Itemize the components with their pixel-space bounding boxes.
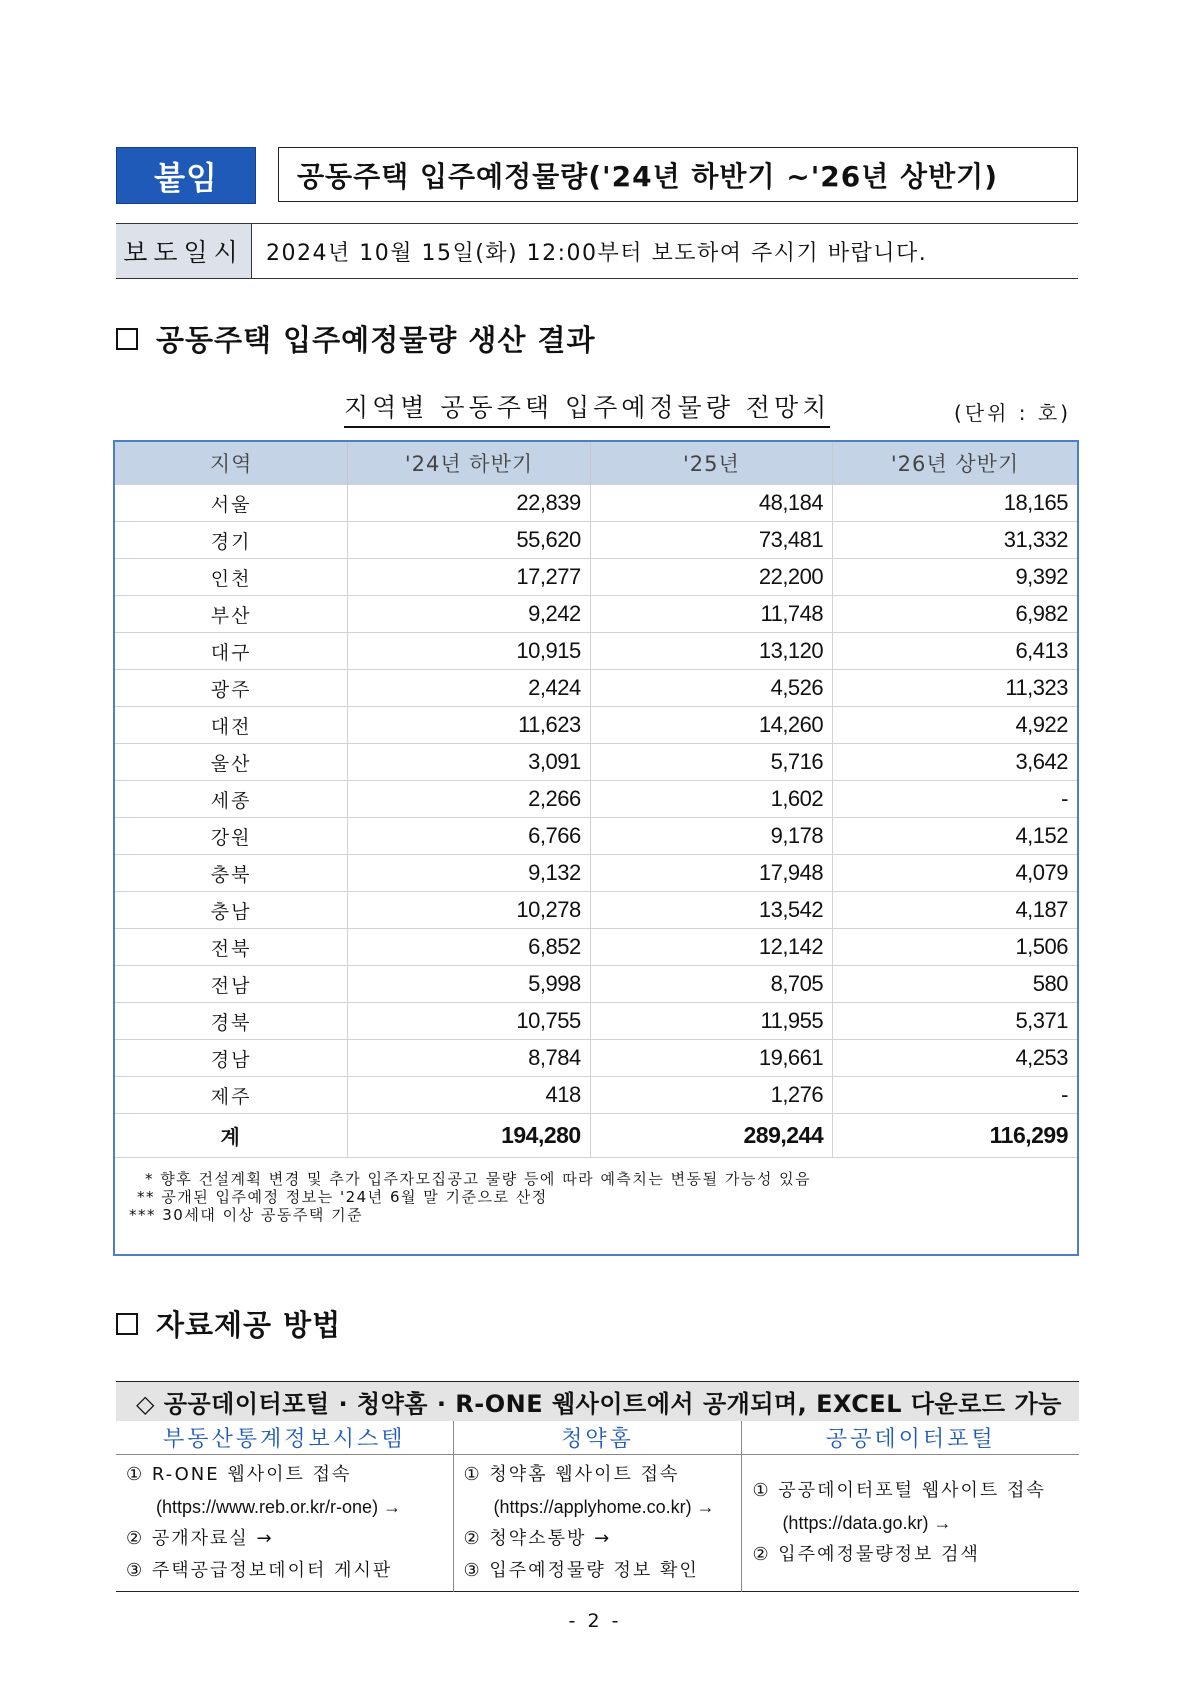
region-cell: 제주 (115, 1077, 348, 1114)
value-cell: 4,187 (833, 892, 1077, 929)
value-cell: 4,253 (833, 1040, 1077, 1077)
value-cell: 9,178 (590, 818, 832, 855)
value-cell: 48,184 (590, 485, 832, 522)
step-line: ② 입주예정물량정보 검색 (752, 1544, 980, 1565)
table-row (115, 818, 1077, 855)
release-info (116, 223, 1078, 279)
value-cell: 3,091 (348, 744, 590, 781)
step-line: ① R-ONE 웹사이트 접속 (126, 1464, 352, 1485)
value-cell: 18,165 (833, 485, 1077, 522)
value-cell: 6,852 (348, 929, 590, 966)
region-cell: 광주 (115, 670, 348, 707)
value-cell: 1,506 (833, 929, 1077, 966)
table-row (115, 892, 1077, 929)
regional-forecast-table (113, 440, 1079, 1256)
value-cell: 55,620 (348, 522, 590, 559)
url-link[interactable]: (https://applyhome.co.kr) → (493, 1497, 715, 1517)
document-title: 공동주택 입주예정물량('24년 하반기 ~'26년 상반기) (278, 147, 1078, 202)
table-row (115, 966, 1077, 1003)
value-cell: - (833, 781, 1077, 818)
total-label: 계 (115, 1114, 348, 1157)
value-cell: 3,642 (833, 744, 1077, 781)
value-cell: 8,784 (348, 1040, 590, 1077)
section-heading-text: 공동주택 입주예정물량 생산 결과 (156, 323, 596, 357)
region-cell: 서울 (115, 485, 348, 522)
value-cell: 11,323 (833, 670, 1077, 707)
header-h1-2026: '26년 상반기 (833, 442, 1077, 485)
table-row (115, 1040, 1077, 1077)
step-line: ① 청약홈 웹사이트 접속 (463, 1464, 680, 1485)
region-cell: 전남 (115, 966, 348, 1003)
region-cell: 대전 (115, 707, 348, 744)
table-title: 지역별 공동주택 입주예정물량 전망치 (344, 392, 830, 428)
value-cell: 4,526 (590, 670, 832, 707)
region-cell: 경남 (115, 1040, 348, 1077)
release-label: 보도일시 (116, 224, 252, 278)
value-cell: 13,120 (590, 633, 832, 670)
value-cell: 11,748 (590, 596, 832, 633)
value-cell: 4,079 (833, 855, 1077, 892)
header-region: 지역 (115, 442, 348, 485)
value-cell: 31,332 (833, 522, 1077, 559)
step-line: ① 공공데이터포털 웹사이트 접속 (752, 1480, 1046, 1501)
table-unit: (단위 : 호) (954, 401, 1072, 425)
section-heading-text: 자료제공 방법 (156, 1308, 342, 1342)
provide-steps-datagokr (742, 1455, 1079, 1592)
value-cell: 4,152 (833, 818, 1077, 855)
value-cell: 22,839 (348, 485, 590, 522)
value-cell: 11,955 (590, 1003, 832, 1040)
region-cell: 울산 (115, 744, 348, 781)
value-cell: 580 (833, 966, 1077, 1003)
region-cell: 대구 (115, 633, 348, 670)
step-line: ② 공개자료실 → (126, 1528, 274, 1549)
table-row (115, 744, 1077, 781)
header-h2-2024: '24년 하반기 (348, 442, 590, 485)
provide-col-title-datagokr: 공공데이터포털 (742, 1421, 1079, 1455)
value-cell: 4,922 (833, 707, 1077, 744)
value-cell: 9,392 (833, 559, 1077, 596)
region-cell: 부산 (115, 596, 348, 633)
value-cell: 13,542 (590, 892, 832, 929)
release-text: 2024년 10월 15일(화) 12:00부터 보도하여 주시기 바랍니다. (266, 240, 928, 266)
note-line: ** 공개된 입주예정 정보는 '24년 6월 말 기준으로 산정 (137, 1187, 548, 1206)
value-cell: 10,278 (348, 892, 590, 929)
region-cell: 충북 (115, 855, 348, 892)
table-row (115, 855, 1077, 892)
value-cell: - (833, 1077, 1077, 1114)
value-cell: 5,371 (833, 1003, 1077, 1040)
value-cell: 1,276 (590, 1077, 832, 1114)
page-number: - 2 - (568, 1610, 622, 1632)
provide-steps-rone (116, 1455, 453, 1592)
value-cell: 14,260 (590, 707, 832, 744)
url-link[interactable]: (https://www.reb.or.kr/r-one) → (156, 1497, 402, 1517)
value-cell: 10,755 (348, 1003, 590, 1040)
provide-col-title-rone: 부동산통계정보시스템 (116, 1421, 453, 1455)
provide-banner: ◇ 공공데이터포털 · 청약홈 · R-ONE 웹사이트에서 공개되며, EXCEL 다운로드 가능 (116, 1381, 1079, 1421)
provide-steps-applyhome (453, 1455, 742, 1592)
section-heading-provide (116, 1303, 341, 1344)
region-cell: 전북 (115, 929, 348, 966)
value-cell: 418 (348, 1077, 590, 1114)
value-cell: 5,716 (590, 744, 832, 781)
value-cell: 19,661 (590, 1040, 832, 1077)
url-link[interactable]: (https://data.go.kr) → (782, 1513, 952, 1533)
table-row (115, 929, 1077, 966)
step-line: ③ 주택공급정보데이터 게시판 (126, 1560, 393, 1581)
region-cell: 인천 (115, 559, 348, 596)
table-row (115, 781, 1077, 818)
step-line: ② 청약소통방 → (463, 1528, 612, 1549)
table-row (115, 522, 1077, 559)
value-cell: 22,200 (590, 559, 832, 596)
value-cell: 12,142 (590, 929, 832, 966)
total-value: 289,244 (590, 1114, 832, 1157)
table-row (115, 1077, 1077, 1114)
table-row (115, 485, 1077, 522)
region-cell: 경기 (115, 522, 348, 559)
attachment-badge: 붙임 (116, 147, 256, 204)
note-line: *** 30세대 이상 공동주택 기준 (129, 1205, 364, 1224)
value-cell: 2,424 (348, 670, 590, 707)
value-cell: 5,998 (348, 966, 590, 1003)
value-cell: 10,915 (348, 633, 590, 670)
provide-methods-table (116, 1421, 1079, 1592)
table-row (115, 1003, 1077, 1040)
table-row (115, 707, 1077, 744)
table-header-row (115, 442, 1077, 485)
value-cell: 6,982 (833, 596, 1077, 633)
table-row (115, 633, 1077, 670)
provide-col-title-applyhome: 청약홈 (453, 1421, 742, 1455)
value-cell: 2,266 (348, 781, 590, 818)
table-total-row (115, 1114, 1077, 1157)
value-cell: 6,413 (833, 633, 1077, 670)
checkbox-icon (116, 1313, 138, 1335)
region-cell: 세종 (115, 781, 348, 818)
value-cell: 73,481 (590, 522, 832, 559)
value-cell: 6,766 (348, 818, 590, 855)
table-notes (115, 1157, 1077, 1224)
table-row (115, 559, 1077, 596)
total-value: 194,280 (348, 1114, 590, 1157)
value-cell: 9,132 (348, 855, 590, 892)
note-line: * 향후 건설계획 변경 및 추가 입주자모집공고 물량 등에 따라 예측치는 변동될 가능성 있음 (145, 1169, 812, 1188)
header-2025: '25년 (590, 442, 832, 485)
region-cell: 충남 (115, 892, 348, 929)
table-row (115, 596, 1077, 633)
value-cell: 9,242 (348, 596, 590, 633)
value-cell: 1,602 (590, 781, 832, 818)
value-cell: 11,623 (348, 707, 590, 744)
section-heading-results (116, 318, 596, 359)
value-cell: 17,948 (590, 855, 832, 892)
step-line: ③ 입주예정물량 정보 확인 (463, 1560, 699, 1581)
region-cell: 강원 (115, 818, 348, 855)
total-value: 116,299 (833, 1114, 1077, 1157)
data-table (115, 442, 1077, 1157)
checkbox-icon (116, 328, 138, 350)
table-row (115, 670, 1077, 707)
region-cell: 경북 (115, 1003, 348, 1040)
value-cell: 8,705 (590, 966, 832, 1003)
value-cell: 17,277 (348, 559, 590, 596)
